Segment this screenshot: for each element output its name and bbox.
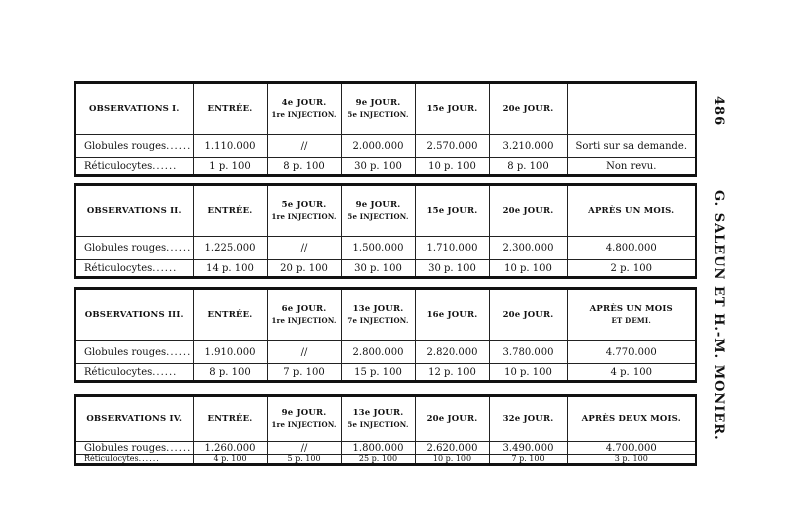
observation-title: OBSERVATIONS IV. <box>75 396 193 442</box>
value-cell: 1.800.000 <box>341 442 415 455</box>
table-header-row <box>75 83 696 135</box>
header-sub: 7e INJECTION. <box>347 316 409 325</box>
reticulocytes-row <box>75 364 696 382</box>
value-cell: 2.820.000 <box>415 341 489 364</box>
header-main: 13e JOUR. <box>352 304 404 314</box>
value-cell: // <box>267 442 341 455</box>
row-label-globules: Globules rouges ...... <box>75 442 193 455</box>
table-header-row <box>75 289 696 341</box>
value-cell: 8 p. 100 <box>489 158 567 176</box>
header-sub: 1re INJECTION. <box>271 212 337 221</box>
globules-row <box>75 135 696 158</box>
header-cell <box>567 289 696 341</box>
header-cell <box>267 185 341 237</box>
value-cell: 8 p. 100 <box>193 364 267 382</box>
globules-row <box>75 442 696 455</box>
header-cell <box>567 396 696 442</box>
value-cell: 3.210.000 <box>489 135 567 158</box>
header-main: 6e JOUR. <box>281 304 327 314</box>
header-main: 4e JOUR. <box>281 98 327 108</box>
value-cell: 4.800.000 <box>567 237 696 260</box>
value-cell: 10 p. 100 <box>489 364 567 382</box>
header-main: APRÈS UN MOIS. <box>588 205 675 216</box>
value-cell: 1.260.000 <box>193 442 267 455</box>
value-cell: 2.000.000 <box>341 135 415 158</box>
row-label-reticulocytes: Réticulocytes ...... <box>75 364 193 382</box>
header-main: 9e JOUR. <box>355 200 401 210</box>
value-cell: 12 p. 100 <box>415 364 489 382</box>
observation-title: OBSERVATIONS III. <box>75 289 193 341</box>
header-cell <box>341 396 415 442</box>
value-cell: Sorti sur sa demande. <box>567 135 696 158</box>
header-cell <box>341 185 415 237</box>
header-main: 5e JOUR. <box>281 200 327 210</box>
value-cell: 10 p. 100 <box>415 158 489 176</box>
reticulocytes-row <box>75 455 696 465</box>
header-main: 16e JOUR. <box>426 309 478 320</box>
value-cell: Non revu. <box>567 158 696 176</box>
header-main: ENTRÉE. <box>207 205 253 216</box>
value-cell: 1 p. 100 <box>193 158 267 176</box>
value-cell: // <box>267 341 341 364</box>
header-main: 20e JOUR. <box>426 413 478 424</box>
header-cell <box>415 289 489 341</box>
value-cell: // <box>267 237 341 260</box>
header-cell <box>267 83 341 135</box>
header-cell <box>489 289 567 341</box>
value-cell: 4 p. 100 <box>193 455 267 465</box>
reticulocytes-row <box>75 158 696 176</box>
header-cell <box>193 396 267 442</box>
value-cell: 2.570.000 <box>415 135 489 158</box>
table-header-row <box>75 185 696 237</box>
header-main: 15e JOUR. <box>426 205 478 216</box>
value-cell: 4.700.000 <box>567 442 696 455</box>
header-cell <box>489 83 567 135</box>
header-main: 20e JOUR. <box>502 205 554 216</box>
value-cell: // <box>267 135 341 158</box>
globules-row <box>75 341 696 364</box>
row-label-globules: Globules rouges ...... <box>75 341 193 364</box>
value-cell: 7 p. 100 <box>489 455 567 465</box>
header-sub: 1re INJECTION. <box>271 316 337 325</box>
observation-table-2 <box>74 183 697 279</box>
row-label-reticulocytes: Réticulocytes ...... <box>75 158 193 176</box>
table-header-row <box>75 396 696 442</box>
header-cell <box>193 289 267 341</box>
header-sub: 5e INJECTION. <box>347 420 409 429</box>
header-sub: 5e INJECTION. <box>347 110 409 119</box>
value-cell: 1.910.000 <box>193 341 267 364</box>
value-cell: 10 p. 100 <box>415 455 489 465</box>
observation-title: OBSERVATIONS II. <box>75 185 193 237</box>
reticulocytes-row <box>75 260 696 278</box>
value-cell: 7 p. 100 <box>267 364 341 382</box>
header-cell <box>567 185 696 237</box>
value-cell: 2.300.000 <box>489 237 567 260</box>
value-cell: 2.620.000 <box>415 442 489 455</box>
value-cell: 5 p. 100 <box>267 455 341 465</box>
value-cell: 10 p. 100 <box>489 260 567 278</box>
header-main: 15e JOUR. <box>426 103 478 114</box>
value-cell: 2 p. 100 <box>567 260 696 278</box>
value-cell: 4 p. 100 <box>567 364 696 382</box>
header-main: APRÈS DEUX MOIS. <box>581 413 681 424</box>
header-cell <box>567 83 696 135</box>
header-main: 9e JOUR. <box>281 408 327 418</box>
row-label-globules: Globules rouges ...... <box>75 237 193 260</box>
header-cell <box>415 83 489 135</box>
header-cell <box>341 289 415 341</box>
value-cell: 20 p. 100 <box>267 260 341 278</box>
value-cell: 1.225.000 <box>193 237 267 260</box>
running-head: G. SALEUN ET H.-M. MONIER. <box>711 190 726 441</box>
header-main: 32e JOUR. <box>502 413 554 424</box>
observation-table-1 <box>74 81 697 177</box>
page-number: 486 <box>711 96 726 127</box>
value-cell: 14 p. 100 <box>193 260 267 278</box>
header-main: ENTRÉE. <box>207 309 253 320</box>
observation-title: OBSERVATIONS I. <box>75 83 193 135</box>
observation-table-3 <box>74 287 697 383</box>
header-main: 9e JOUR. <box>355 98 401 108</box>
value-cell: 1.500.000 <box>341 237 415 260</box>
row-label-globules: Globules rouges ...... <box>75 135 193 158</box>
header-sub: 1re INJECTION. <box>271 110 337 119</box>
header-sub: 5e INJECTION. <box>347 212 409 221</box>
globules-row <box>75 237 696 260</box>
value-cell: 25 p. 100 <box>341 455 415 465</box>
header-cell <box>415 185 489 237</box>
header-main: 20e JOUR. <box>502 103 554 114</box>
header-cell <box>489 396 567 442</box>
header-main: APRÈS UN MOIS <box>589 304 673 314</box>
value-cell: 30 p. 100 <box>341 158 415 176</box>
header-main: ENTRÉE. <box>207 413 253 424</box>
header-cell <box>489 185 567 237</box>
observation-table-4 <box>74 394 697 466</box>
value-cell: 1.710.000 <box>415 237 489 260</box>
header-cell <box>267 396 341 442</box>
value-cell: 2.800.000 <box>341 341 415 364</box>
header-cell <box>415 396 489 442</box>
value-cell: 3.490.000 <box>489 442 567 455</box>
value-cell: 4.770.000 <box>567 341 696 364</box>
value-cell: 15 p. 100 <box>341 364 415 382</box>
value-cell: 30 p. 100 <box>415 260 489 278</box>
header-cell <box>193 83 267 135</box>
value-cell: 30 p. 100 <box>341 260 415 278</box>
header-sub: ET DEMI. <box>611 316 651 325</box>
header-cell <box>267 289 341 341</box>
row-label-reticulocytes: Réticulocytes ...... <box>75 260 193 278</box>
value-cell: 8 p. 100 <box>267 158 341 176</box>
value-cell: 1.110.000 <box>193 135 267 158</box>
header-main: ENTRÉE. <box>207 103 253 114</box>
header-cell <box>193 185 267 237</box>
value-cell: 3.780.000 <box>489 341 567 364</box>
row-label-reticulocytes: Réticulocytes ...... <box>75 455 193 465</box>
header-main: 20e JOUR. <box>502 309 554 320</box>
header-sub: 1re INJECTION. <box>271 420 337 429</box>
header-cell <box>341 83 415 135</box>
header-main: 13e JOUR. <box>352 408 404 418</box>
value-cell: 3 p. 100 <box>567 455 696 465</box>
